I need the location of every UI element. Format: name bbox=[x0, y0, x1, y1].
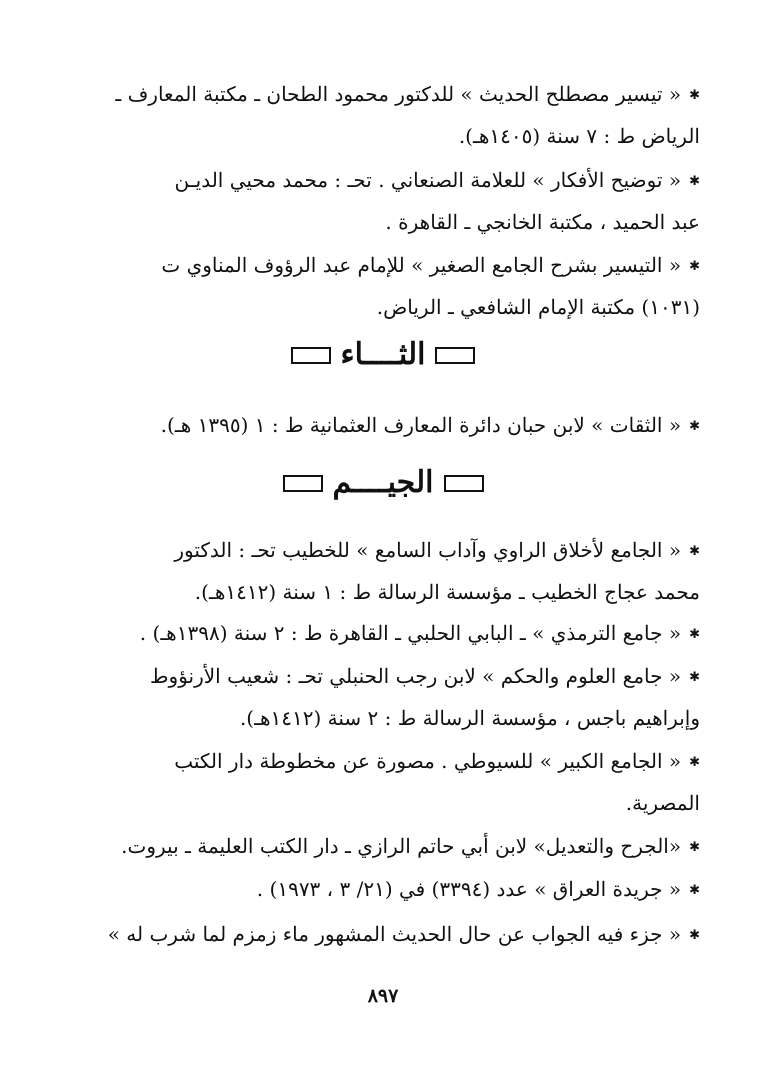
bullet-star-icon: ✱ bbox=[689, 627, 700, 642]
entry-line bbox=[60, 160, 700, 202]
header-frame-right bbox=[435, 347, 475, 364]
bullet-star-icon: ✱ bbox=[689, 419, 700, 434]
page-number: ٨٩٧ bbox=[367, 985, 399, 1007]
entry-line bbox=[60, 530, 700, 572]
entry-text: المصرية. bbox=[625, 791, 700, 815]
entry-text: « الثقات » لابن حبان دائرة المعارف العثمانية ط : ١ (١٣٩٥ هـ). bbox=[160, 413, 682, 437]
bibliography-entry bbox=[60, 826, 700, 868]
header-frame-right bbox=[444, 475, 484, 492]
section-header-jim bbox=[0, 465, 766, 500]
entry-text: الرياض ط : ٧ سنة (١٤٠٥هـ). bbox=[458, 124, 700, 148]
entry-line bbox=[60, 869, 700, 911]
entry-text: (١٠٣١) مكتبة الإمام الشافعي ـ الرياض. bbox=[376, 295, 700, 319]
bullet-star-icon: ✱ bbox=[689, 670, 700, 685]
bibliography-entry bbox=[60, 74, 700, 157]
entry-line bbox=[60, 613, 700, 655]
entry-text: « الجامع الكبير » للسيوطي . مصورة عن مخطوطة دار الكتب bbox=[174, 749, 682, 773]
bullet-star-icon: ✱ bbox=[689, 755, 700, 770]
entry-line bbox=[60, 572, 700, 613]
entry-line bbox=[60, 656, 700, 698]
section-header-tha bbox=[0, 337, 766, 372]
bibliography-entry bbox=[60, 405, 700, 447]
entry-line bbox=[60, 287, 700, 328]
section-title: الثــــاء bbox=[340, 337, 426, 372]
bibliography-entry bbox=[60, 914, 700, 956]
entry-text: « توضيح الأفكار » للعلامة الصنعاني . تحـ : محمد محيي الديـن bbox=[174, 168, 682, 192]
header-frame-left bbox=[283, 475, 323, 492]
entry-line bbox=[60, 741, 700, 783]
entry-text: « التيسير بشرح الجامع الصغير » للإمام عبد الرؤوف المناوي ت bbox=[161, 253, 682, 277]
entry-line bbox=[60, 698, 700, 739]
bibliography-entry bbox=[60, 245, 700, 328]
entry-line bbox=[60, 74, 700, 116]
bibliography-entry bbox=[60, 613, 700, 655]
bullet-star-icon: ✱ bbox=[689, 88, 700, 103]
entry-text: عبد الحميد ، مكتبة الخانجي ـ القاهرة . bbox=[385, 210, 700, 234]
bibliography-entry bbox=[60, 530, 700, 613]
entry-text: وإبراهيم باجس ، مؤسسة الرسالة ط : ٢ سنة (١٤١٢هـ). bbox=[239, 706, 700, 730]
entry-line bbox=[60, 202, 700, 243]
bullet-star-icon: ✱ bbox=[689, 883, 700, 898]
bullet-star-icon: ✱ bbox=[689, 840, 700, 855]
entry-line bbox=[60, 826, 700, 868]
entry-text: « تيسير مصطلح الحديث » للدكتور محمود الطحان ـ مكتبة المعارف ـ bbox=[115, 82, 682, 106]
bibliography-entry bbox=[60, 869, 700, 911]
entry-text: «الجرح والتعديل» لابن أبي حاتم الرازي ـ دار الكتب العليمة ـ بيروت. bbox=[121, 834, 682, 858]
entry-line bbox=[60, 783, 700, 824]
section-title: الجيــــم bbox=[332, 465, 434, 500]
bibliography-entry bbox=[60, 741, 700, 824]
bullet-star-icon: ✱ bbox=[689, 928, 700, 943]
bullet-star-icon: ✱ bbox=[689, 544, 700, 559]
header-frame-left bbox=[291, 347, 331, 364]
bibliography-entry bbox=[60, 656, 700, 739]
entry-text: محمد عجاج الخطيب ـ مؤسسة الرسالة ط : ١ سنة (١٤١٢هـ). bbox=[194, 580, 700, 604]
entry-text: « جريدة العراق » عدد (٣٣٩٤) في (٢١/ ٣ ، ١٩٧٣) . bbox=[256, 877, 682, 901]
entry-line bbox=[60, 245, 700, 287]
entry-text: « الجامع لأخلاق الراوي وآداب السامع » للخطيب تحـ : الدكتور bbox=[174, 538, 682, 562]
entry-text: « جامع العلوم والحكم » لابن رجب الحنبلي تحـ : شعيب الأرنؤوط bbox=[150, 664, 682, 688]
entry-line bbox=[60, 116, 700, 157]
entry-text: « جامع الترمذي » ـ البابي الحلبي ـ القاهرة ط : ٢ سنة (١٣٩٨هـ) . bbox=[139, 621, 682, 645]
bullet-star-icon: ✱ bbox=[689, 259, 700, 274]
bibliography-entry bbox=[60, 160, 700, 243]
entry-line bbox=[60, 914, 700, 956]
bullet-star-icon: ✱ bbox=[689, 174, 700, 189]
entry-text: « جزء فيه الجواب عن حال الحديث المشهور ماء زمزم لما شرب له » bbox=[107, 922, 682, 946]
entry-line bbox=[60, 405, 700, 447]
